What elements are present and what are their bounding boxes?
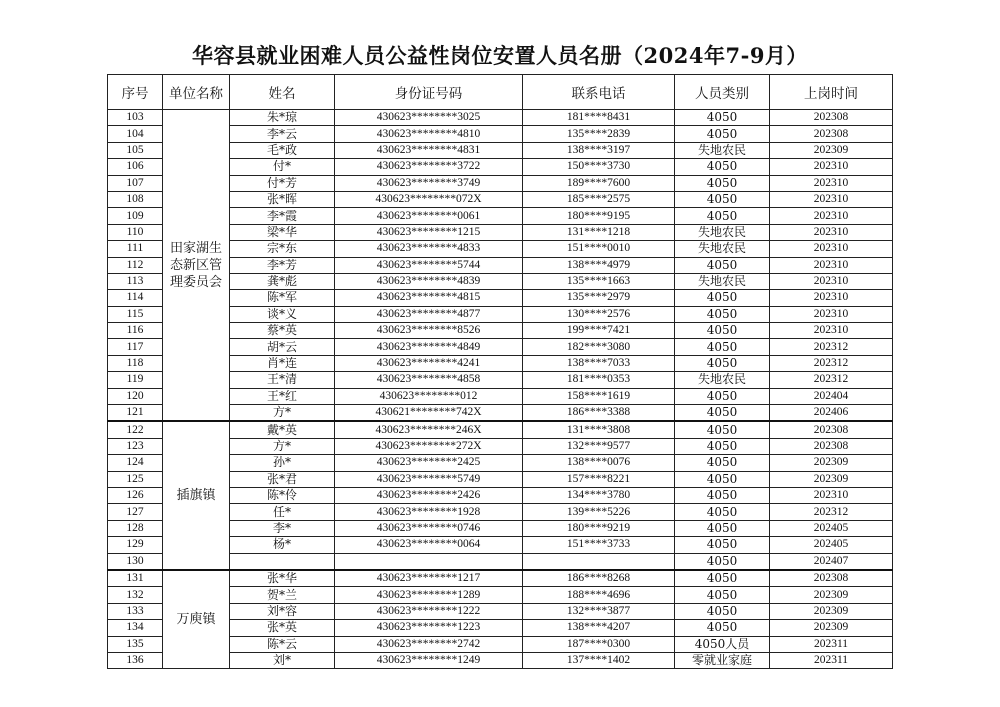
serial-cell: 125 bbox=[108, 471, 163, 487]
phone-cell: 182****3080 bbox=[523, 339, 675, 355]
category-cell: 4050 bbox=[675, 323, 770, 339]
serial-cell: 103 bbox=[108, 110, 163, 126]
phone-cell: 135****2979 bbox=[523, 290, 675, 306]
category-cell: 4050 bbox=[675, 405, 770, 422]
serial-cell: 109 bbox=[108, 208, 163, 224]
name-cell: 贺*兰 bbox=[230, 587, 335, 603]
category-cell: 零就业家庭 bbox=[675, 652, 770, 668]
name-cell: 胡*云 bbox=[230, 339, 335, 355]
unit-name-cell: 田家湖生态新区管理委员会 bbox=[163, 110, 230, 422]
category-cell: 4050 bbox=[675, 126, 770, 142]
name-cell: 李*霞 bbox=[230, 208, 335, 224]
table-row bbox=[108, 570, 893, 587]
serial-cell: 108 bbox=[108, 191, 163, 207]
name-cell: 谈*义 bbox=[230, 306, 335, 322]
phone-cell: 180****9195 bbox=[523, 208, 675, 224]
id-number-cell: 430623********246X bbox=[335, 421, 523, 438]
start-date-cell: 202312 bbox=[770, 504, 893, 520]
serial-cell: 126 bbox=[108, 487, 163, 503]
category-cell: 4050 bbox=[675, 290, 770, 306]
phone-cell: 138****4979 bbox=[523, 257, 675, 273]
category-cell: 失地农民 bbox=[675, 224, 770, 240]
serial-cell: 136 bbox=[108, 652, 163, 668]
phone-cell: 139****5226 bbox=[523, 504, 675, 520]
phone-cell: 132****3877 bbox=[523, 603, 675, 619]
start-date-cell: 202310 bbox=[770, 208, 893, 224]
serial-cell: 116 bbox=[108, 323, 163, 339]
serial-cell: 107 bbox=[108, 175, 163, 191]
phone-cell: 188****4696 bbox=[523, 587, 675, 603]
serial-cell: 106 bbox=[108, 159, 163, 175]
name-cell: 张*君 bbox=[230, 471, 335, 487]
name-cell: 王*清 bbox=[230, 372, 335, 388]
serial-cell: 118 bbox=[108, 355, 163, 371]
serial-cell: 117 bbox=[108, 339, 163, 355]
id-number-cell: 430623********0061 bbox=[335, 208, 523, 224]
category-cell: 4050 bbox=[675, 553, 770, 570]
id-number-cell bbox=[335, 553, 523, 570]
name-cell: 张*华 bbox=[230, 570, 335, 587]
id-number-cell: 430623********4831 bbox=[335, 142, 523, 158]
category-cell: 失地农民 bbox=[675, 142, 770, 158]
phone-cell: 135****1663 bbox=[523, 273, 675, 289]
id-number-cell: 430623********4858 bbox=[335, 372, 523, 388]
category-cell: 失地农民 bbox=[675, 273, 770, 289]
id-number-cell: 430623********3749 bbox=[335, 175, 523, 191]
name-cell: 蔡*英 bbox=[230, 323, 335, 339]
category-cell: 4050 bbox=[675, 208, 770, 224]
phone-cell: 138****7033 bbox=[523, 355, 675, 371]
category-cell: 4050 bbox=[675, 487, 770, 503]
id-number-cell: 430623********012 bbox=[335, 388, 523, 404]
category-cell: 4050人员 bbox=[675, 636, 770, 652]
category-cell: 4050 bbox=[675, 306, 770, 322]
start-date-cell: 202310 bbox=[770, 290, 893, 306]
id-number-cell: 430623********2425 bbox=[335, 455, 523, 471]
category-cell: 4050 bbox=[675, 603, 770, 619]
document-title: 华容县就业困难人员公益性岗位安置人员名册（2024年7-9月） bbox=[192, 43, 808, 68]
serial-cell: 134 bbox=[108, 620, 163, 636]
category-cell: 4050 bbox=[675, 587, 770, 603]
id-number-cell: 430623********4877 bbox=[335, 306, 523, 322]
category-cell: 4050 bbox=[675, 504, 770, 520]
name-cell: 龚*彪 bbox=[230, 273, 335, 289]
id-number-cell: 430623********4849 bbox=[335, 339, 523, 355]
phone-cell: 181****8431 bbox=[523, 110, 675, 126]
id-number-cell: 430623********1249 bbox=[335, 652, 523, 668]
serial-cell: 130 bbox=[108, 553, 163, 570]
roster-table bbox=[107, 74, 893, 669]
serial-cell: 112 bbox=[108, 257, 163, 273]
start-date-cell: 202309 bbox=[770, 142, 893, 158]
serial-cell: 124 bbox=[108, 455, 163, 471]
phone-cell: 157****8221 bbox=[523, 471, 675, 487]
start-date-cell: 202310 bbox=[770, 306, 893, 322]
name-cell: 张*英 bbox=[230, 620, 335, 636]
phone-cell: 158****1619 bbox=[523, 388, 675, 404]
start-date-cell: 202308 bbox=[770, 570, 893, 587]
phone-cell: 131****1218 bbox=[523, 224, 675, 240]
start-date-cell: 202311 bbox=[770, 636, 893, 652]
phone-cell: 138****3197 bbox=[523, 142, 675, 158]
name-cell: 宗*东 bbox=[230, 241, 335, 257]
start-date-cell: 202406 bbox=[770, 405, 893, 422]
phone-cell: 138****0076 bbox=[523, 455, 675, 471]
start-date-cell: 202310 bbox=[770, 323, 893, 339]
start-date-cell: 202310 bbox=[770, 159, 893, 175]
id-number-cell: 430623********272X bbox=[335, 438, 523, 454]
serial-cell: 120 bbox=[108, 388, 163, 404]
start-date-cell: 202312 bbox=[770, 339, 893, 355]
phone-cell: 130****2576 bbox=[523, 306, 675, 322]
phone-cell: 186****3388 bbox=[523, 405, 675, 422]
id-number-cell: 430623********4810 bbox=[335, 126, 523, 142]
category-cell: 4050 bbox=[675, 620, 770, 636]
start-date-cell: 202405 bbox=[770, 520, 893, 536]
category-cell: 失地农民 bbox=[675, 372, 770, 388]
category-cell: 4050 bbox=[675, 471, 770, 487]
name-cell bbox=[230, 553, 335, 570]
start-date-cell: 202312 bbox=[770, 372, 893, 388]
name-cell: 梁*华 bbox=[230, 224, 335, 240]
id-number-cell: 430623********072X bbox=[335, 191, 523, 207]
name-cell: 肖*连 bbox=[230, 355, 335, 371]
serial-cell: 128 bbox=[108, 520, 163, 536]
category-cell: 4050 bbox=[675, 570, 770, 587]
name-cell: 方* bbox=[230, 438, 335, 454]
start-date-cell: 202311 bbox=[770, 652, 893, 668]
phone-cell: 181****0353 bbox=[523, 372, 675, 388]
header-row bbox=[108, 75, 893, 110]
phone-cell: 151****0010 bbox=[523, 241, 675, 257]
unit-name-cell: 万庾镇 bbox=[163, 570, 230, 669]
category-cell: 4050 bbox=[675, 191, 770, 207]
id-number-cell: 430623********1222 bbox=[335, 603, 523, 619]
category-cell: 4050 bbox=[675, 537, 770, 553]
start-date-cell: 202310 bbox=[770, 273, 893, 289]
phone-cell: 185****2575 bbox=[523, 191, 675, 207]
category-cell: 失地农民 bbox=[675, 241, 770, 257]
start-date-cell: 202309 bbox=[770, 587, 893, 603]
name-cell: 陈*云 bbox=[230, 636, 335, 652]
serial-cell: 113 bbox=[108, 273, 163, 289]
id-number-cell: 430623********2742 bbox=[335, 636, 523, 652]
start-date-cell: 202309 bbox=[770, 603, 893, 619]
phone-cell: 131****3808 bbox=[523, 421, 675, 438]
start-date-cell: 202308 bbox=[770, 126, 893, 142]
category-cell: 4050 bbox=[675, 421, 770, 438]
id-number-cell: 430623********1215 bbox=[335, 224, 523, 240]
id-number-cell: 430623********3722 bbox=[335, 159, 523, 175]
phone-cell: 186****8268 bbox=[523, 570, 675, 587]
id-number-cell: 430623********0064 bbox=[335, 537, 523, 553]
category-cell: 4050 bbox=[675, 175, 770, 191]
serial-cell: 114 bbox=[108, 290, 163, 306]
name-cell: 李*云 bbox=[230, 126, 335, 142]
id-number-cell: 430623********3025 bbox=[335, 110, 523, 126]
serial-cell: 110 bbox=[108, 224, 163, 240]
name-cell: 付*芳 bbox=[230, 175, 335, 191]
name-cell: 毛*政 bbox=[230, 142, 335, 158]
category-cell: 4050 bbox=[675, 159, 770, 175]
serial-cell: 123 bbox=[108, 438, 163, 454]
name-cell: 孙* bbox=[230, 455, 335, 471]
id-number-cell: 430623********1217 bbox=[335, 570, 523, 587]
start-date-cell: 202309 bbox=[770, 620, 893, 636]
serial-cell: 133 bbox=[108, 603, 163, 619]
name-cell: 陈*军 bbox=[230, 290, 335, 306]
category-cell: 4050 bbox=[675, 455, 770, 471]
phone-cell: 150****3730 bbox=[523, 159, 675, 175]
phone-cell: 137****1402 bbox=[523, 652, 675, 668]
category-cell: 4050 bbox=[675, 110, 770, 126]
serial-cell: 115 bbox=[108, 306, 163, 322]
start-date-cell: 202405 bbox=[770, 537, 893, 553]
name-cell: 陈*伶 bbox=[230, 487, 335, 503]
category-cell: 4050 bbox=[675, 257, 770, 273]
name-cell: 刘* bbox=[230, 652, 335, 668]
serial-cell: 105 bbox=[108, 142, 163, 158]
id-number-cell: 430623********0746 bbox=[335, 520, 523, 536]
unit-header: 单位名称 bbox=[163, 75, 230, 110]
phone-cell: 187****0300 bbox=[523, 636, 675, 652]
start-date-cell: 202310 bbox=[770, 241, 893, 257]
start-date-header: 上岗时间 bbox=[770, 75, 893, 110]
category-cell: 4050 bbox=[675, 388, 770, 404]
name-cell: 刘*容 bbox=[230, 603, 335, 619]
name-cell: 王*红 bbox=[230, 388, 335, 404]
phone-cell bbox=[523, 553, 675, 570]
name-header: 姓名 bbox=[230, 75, 335, 110]
phone-cell: 151****3733 bbox=[523, 537, 675, 553]
serial-cell: 121 bbox=[108, 405, 163, 422]
start-date-cell: 202404 bbox=[770, 388, 893, 404]
serial-cell: 135 bbox=[108, 636, 163, 652]
id-number-cell: 430623********4241 bbox=[335, 355, 523, 371]
start-date-cell: 202310 bbox=[770, 257, 893, 273]
name-cell: 任* bbox=[230, 504, 335, 520]
start-date-cell: 202310 bbox=[770, 487, 893, 503]
serial-cell: 104 bbox=[108, 126, 163, 142]
category-cell: 4050 bbox=[675, 520, 770, 536]
id-number-cell: 430623********1289 bbox=[335, 587, 523, 603]
name-cell: 朱*琼 bbox=[230, 110, 335, 126]
start-date-cell: 202310 bbox=[770, 224, 893, 240]
id-number-cell: 430623********5749 bbox=[335, 471, 523, 487]
name-cell: 李*芳 bbox=[230, 257, 335, 273]
name-cell: 付* bbox=[230, 159, 335, 175]
phone-cell: 132****9577 bbox=[523, 438, 675, 454]
phone-cell: 135****2839 bbox=[523, 126, 675, 142]
id-number-cell: 430623********4833 bbox=[335, 241, 523, 257]
id-number-cell: 430621********742X bbox=[335, 405, 523, 422]
serial-cell: 119 bbox=[108, 372, 163, 388]
start-date-cell: 202308 bbox=[770, 438, 893, 454]
category-cell: 4050 bbox=[675, 438, 770, 454]
id-number-header: 身份证号码 bbox=[335, 75, 523, 110]
category-cell: 4050 bbox=[675, 339, 770, 355]
phone-cell: 180****9219 bbox=[523, 520, 675, 536]
phone-cell: 189****7600 bbox=[523, 175, 675, 191]
category-header: 人员类别 bbox=[675, 75, 770, 110]
id-number-cell: 430623********4815 bbox=[335, 290, 523, 306]
start-date-cell: 202312 bbox=[770, 355, 893, 371]
phone-cell: 134****3780 bbox=[523, 487, 675, 503]
serial-header: 序号 bbox=[108, 75, 163, 110]
start-date-cell: 202310 bbox=[770, 175, 893, 191]
name-cell: 李* bbox=[230, 520, 335, 536]
start-date-cell: 202309 bbox=[770, 455, 893, 471]
start-date-cell: 202407 bbox=[770, 553, 893, 570]
table-row bbox=[108, 421, 893, 438]
start-date-cell: 202308 bbox=[770, 421, 893, 438]
serial-cell: 122 bbox=[108, 421, 163, 438]
serial-cell: 111 bbox=[108, 241, 163, 257]
serial-cell: 127 bbox=[108, 504, 163, 520]
unit-name-cell: 插旗镇 bbox=[163, 421, 230, 570]
serial-cell: 129 bbox=[108, 537, 163, 553]
serial-cell: 132 bbox=[108, 587, 163, 603]
serial-cell: 131 bbox=[108, 570, 163, 587]
category-cell: 4050 bbox=[675, 355, 770, 371]
id-number-cell: 430623********2426 bbox=[335, 487, 523, 503]
phone-cell: 199****7421 bbox=[523, 323, 675, 339]
start-date-cell: 202310 bbox=[770, 191, 893, 207]
name-cell: 杨* bbox=[230, 537, 335, 553]
name-cell: 戴*英 bbox=[230, 421, 335, 438]
id-number-cell: 430623********1223 bbox=[335, 620, 523, 636]
id-number-cell: 430623********5744 bbox=[335, 257, 523, 273]
id-number-cell: 430623********8526 bbox=[335, 323, 523, 339]
start-date-cell: 202309 bbox=[770, 471, 893, 487]
start-date-cell: 202308 bbox=[770, 110, 893, 126]
phone-header: 联系电话 bbox=[523, 75, 675, 110]
id-number-cell: 430623********4839 bbox=[335, 273, 523, 289]
name-cell: 张*晖 bbox=[230, 191, 335, 207]
name-cell: 方* bbox=[230, 405, 335, 422]
phone-cell: 138****4207 bbox=[523, 620, 675, 636]
id-number-cell: 430623********1928 bbox=[335, 504, 523, 520]
table-row bbox=[108, 110, 893, 126]
